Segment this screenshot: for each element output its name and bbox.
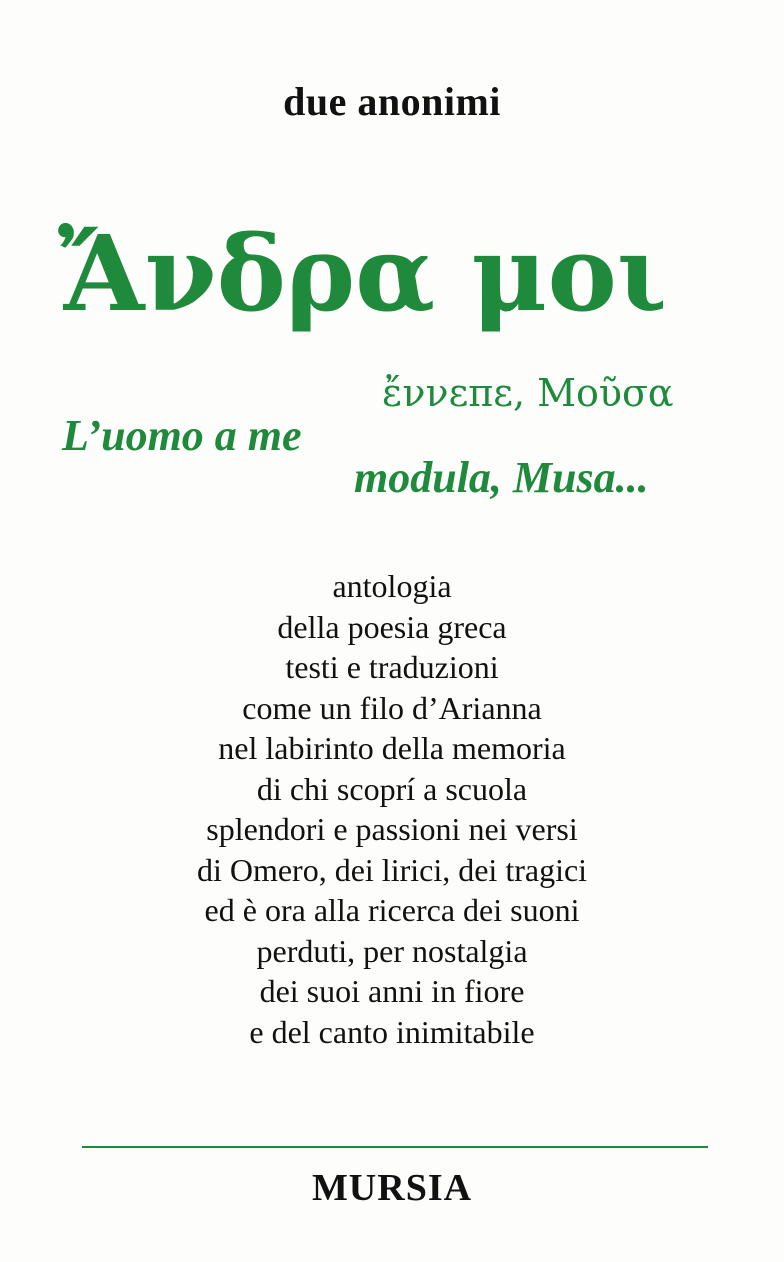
divider-rule	[82, 1146, 708, 1148]
blurb-line: perduti, per nostalgia	[256, 932, 528, 969]
blurb-line: ed è ora alla ricerca dei suoni	[204, 892, 580, 928]
blurb-line: antologia	[332, 568, 452, 604]
publisher-name: MURSIA	[311, 1167, 473, 1209]
blurb-line: dei suoi anni in fiore	[259, 973, 525, 1009]
author-line: due anonimi	[283, 79, 501, 124]
blurb-line: come un filo d’Arianna	[242, 689, 542, 726]
blurb-line: della poesia greca	[277, 608, 507, 645]
blurb-line: splendori e passioni nei versi	[206, 811, 578, 847]
italian-title-left: L’uomo a me	[62, 411, 302, 460]
blurb-text	[0, 566, 784, 1052]
blurb-line: nel labirinto della memoria	[218, 730, 566, 766]
blurb-line: di chi scoprí a scuola	[256, 770, 528, 807]
greek-subtitle: ἔννεπε, Μοῦσα	[382, 371, 674, 415]
italian-title-right: modula, Musa...	[354, 453, 649, 502]
greek-title: Ἄνδρα μοι	[58, 212, 668, 335]
blurb-line: testi e traduzioni	[285, 649, 499, 685]
blurb-line: e del canto inimitabile	[249, 1013, 535, 1050]
blurb-line: di Omero, dei lirici, dei tragici	[196, 851, 588, 888]
